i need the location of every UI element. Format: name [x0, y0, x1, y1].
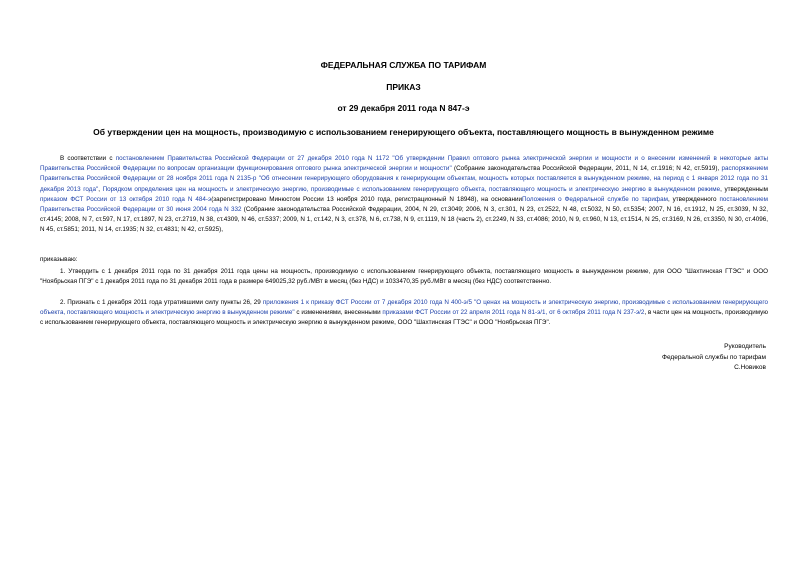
preamble-text-5: (зарегистрировано Минюстом России 13 ноября 2010 года, регистрационный N 18948), на основании — [211, 195, 523, 203]
link-poryadok[interactable]: Порядком определения цен на мощность и электрическую энергию, производимые с использованием генерирующего объекта, поставляющего мощность и электрическую энергию в вынужденном режиме — [102, 185, 721, 193]
item2-text-3: , в части цен на мощность, производимую с использованием генерирующего объекта, поставляющего мощность и электрическую энергию в вынужденном режиме, ООО "Шахтинская ГТЭС" и ООО "Ноябрьская ПГЭ". — [40, 309, 768, 327]
item2-text-2: с изменениями, внесенными — [294, 309, 383, 317]
item2-text-1: 2. Признать с 1 декабря 2011 года утратившими силу пункты 26, 29 — [60, 299, 263, 306]
link-rasporyazhenie-2135[interactable]: распоряжением Правительства Российской Федерации от 28 ноября 2011 года N 2135-р "Об отнесении генерирующего оборудования к генерирующим объектам, мощность которых поставляется в вынужденном режиме, на период с 1 января 2012 года по 31 декабря 2013 года" — [40, 165, 768, 193]
preamble-text-6: , утвержденного — [667, 195, 720, 203]
link-prikaz-484[interactable]: приказом ФСТ России от 13 октября 2010 года N 484-э — [40, 195, 212, 203]
link-polozhenie-fst[interactable]: Положения о Федеральной службе по тарифам — [522, 195, 668, 203]
link-postanovlenie-1172[interactable]: постановлением Правительства Российской Федерации от 27 декабря 2010 года N 1172 "Об утверждении Правил оптового рынка электрической энергии и мощности и о внесении изменений в некоторые акты Правительства Российской Федерации по вопросам организации функционирования оптового рынка электрической энергии и мощности" — [40, 155, 768, 173]
signature-block — [546, 342, 766, 374]
order-item-1: 1. Утвердить с 1 декабря 2011 года по 31 декабря 2011 года цены на мощность, производимую с использованием генерирующего объекта, поставляющего мощность в вынужденном режиме, для ООО "Шахтинская ГТЭС" и ООО "Ноябрьская ПГЭ" с 1 декабря 2011 года по 31 декабря 2011 года в размере 649025,32 руб./МВт в месяц (без НДС) и 1033470,35 руб./МВт в месяц (без НДС) соответственно. — [40, 268, 768, 286]
preamble-text-7: (Собрание законодательства Российской Федерации, 2004, N 29, ст.3049; 2006, N 3, ст.301, N 23, ст.2522, N 48, ст.5032, N 50, ст.5354; 2007, N 16, ст.1912, N 25, ст.3039, N 32, ст.4145; 2008, N 7, ст.597, N 17, ст.1897, N 23, ст.2719, N 38, ст.4309, N 46, ст.5337; 2009, N 1, ст.142, N 3, ст.378, N 6, ст.738, N 9, ст.1119, N 18 (часть 2), ст.2249, N 33, ст.4086; 2010, N 9, ст.960, N 13, ст.1514, N 25, ст.3169, N 26, ст.3350, N 30, ст.4096, N 45, ст.5851; 2011, N 14, ст.1935; N 32, ст.4831; N 42, ст.5925), — [40, 206, 768, 234]
signature-name: С.Новиков — [734, 364, 766, 371]
doc-type: ПРИКАЗ — [386, 82, 421, 92]
preamble-text-2: (Собрание законодательства Российской Федерации, 2011, N 14, ст.1916; N 42, ст.5919), — [451, 165, 722, 173]
preamble-text-1: В соответствии с — [60, 155, 116, 162]
preamble-text-4: , утвержденным — [720, 185, 769, 193]
order-word: приказываю: — [40, 256, 78, 263]
link-prikazy-81-237[interactable]: приказами ФСТ России от 22 апреля 2011 года N 81-э/1, от 6 октября 2011 года N 237-э/2 — [382, 309, 645, 317]
agency-name: ФЕДЕРАЛЬНАЯ СЛУЖБА ПО ТАРИФАМ — [320, 60, 487, 70]
doc-title: Об утверждении цен на мощность, производимую с использованием генерирующего объекта, поставляющего мощность в вынужденном режиме — [93, 127, 714, 137]
doc-date-number: от 29 декабря 2011 года N 847-э — [337, 103, 470, 113]
link-postanovlenie-332[interactable]: постановлением Правительства Российской Федерации от 30 июня 2004 года N 332 — [40, 195, 768, 214]
order-item-2 — [40, 298, 768, 329]
preamble-text-3: , — [98, 185, 103, 193]
signature-position: Руководитель — [724, 343, 766, 350]
link-prilozhenie-400[interactable]: приложения 1 к приказу ФСТ России от 7 декабря 2010 года N 400-э/5 "О ценах на мощность и электрическую энергию, производимые с использованием генерирующего объекта, поставляющего мощность и электрическую энергию в вынужденном режиме" — [40, 299, 769, 317]
signature-organization: Федеральной службы по тарифам — [662, 353, 766, 361]
preamble-paragraph — [40, 154, 768, 236]
